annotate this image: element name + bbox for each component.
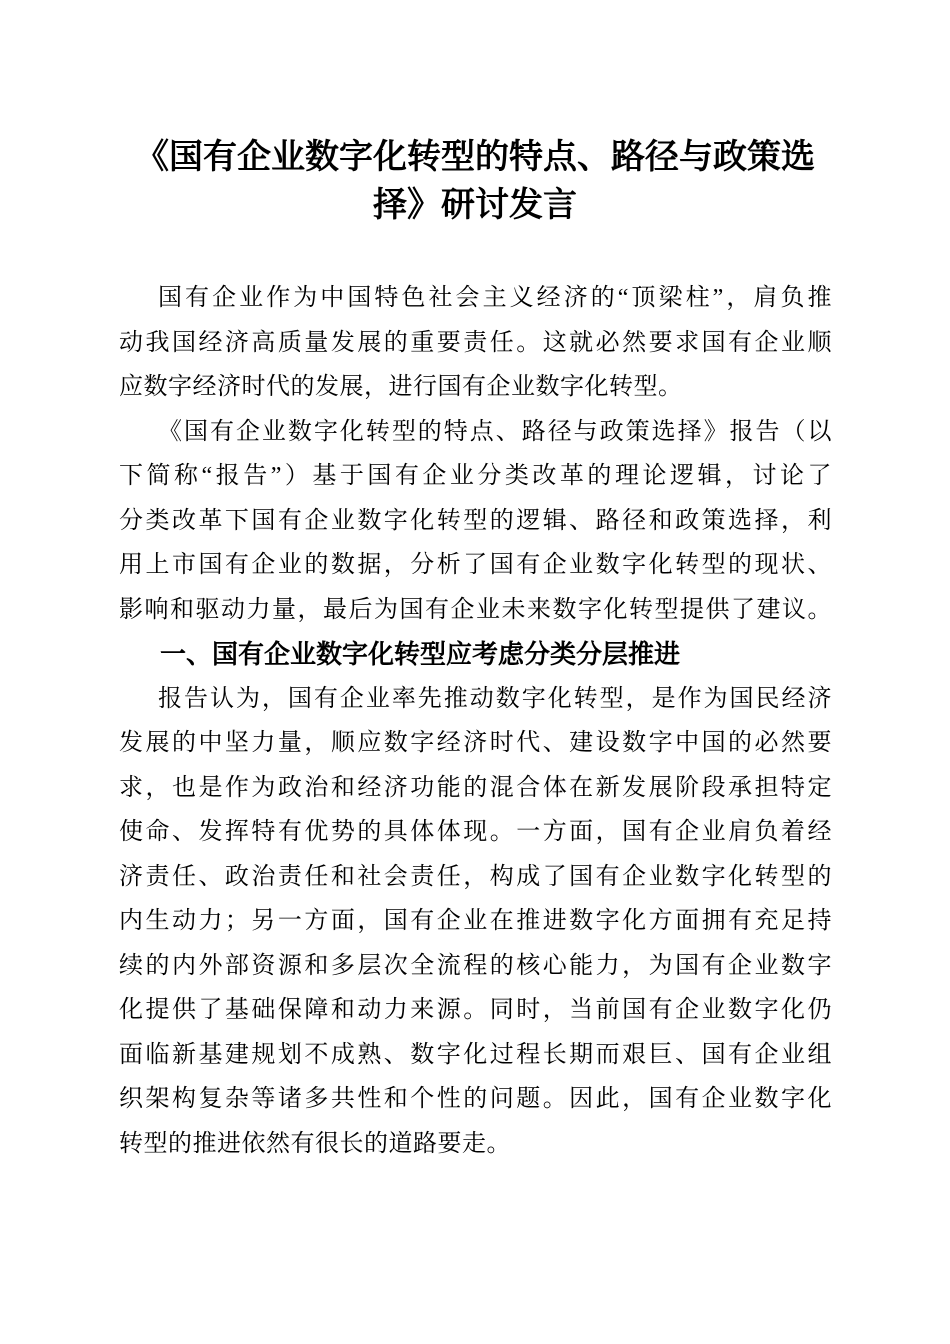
- paragraph-3-line-7: 续的内外部资源和多层次全流程的核心能力，为国有企业数字: [119, 952, 832, 979]
- paragraph-3-line-9: 面临新基建规划不成熟、数字化过程长期而艰巨、国有企业组: [119, 1041, 832, 1068]
- paragraph-3-line-2: 发展的中坚力量，顺应数字经济时代、建设数字中国的必然要: [119, 730, 832, 756]
- paragraph-3-line-10: 织架构复杂等诸多共性和个性的问题。因此，国有企业数字化: [119, 1086, 832, 1112]
- title-line-1: 《国有企业数字化转型的特点、路径与政策选: [135, 139, 815, 176]
- document-title: [0, 134, 950, 230]
- paragraph-1-line-3: 应数字经济时代的发展，进行国有企业数字化转型。: [119, 374, 683, 400]
- paragraph-3-line-3: 求，也是作为政治和经济功能的混合体在新发展阶段承担特定: [119, 774, 832, 801]
- paragraph-2-line-4: 用上市国有企业的数据，分析了国有企业数字化转型的现状、: [119, 552, 832, 578]
- paragraph-3-line-8: 化提供了基础保障和动力来源。同时，当前国有企业数字化仍: [119, 997, 832, 1023]
- section-heading-1: 一、国有企业数字化转型应考虑分类分层推进: [160, 639, 681, 669]
- paragraph-3-line-4: 使命、发挥特有优势的具体体现。一方面，国有企业肩负着经: [119, 819, 832, 845]
- paragraph-3-line-6: 内生动力；另一方面，国有企业在推进数字化方面拥有充足持: [119, 908, 832, 934]
- paragraph-1-line-2: 动我国经济高质量发展的重要责任。这就必然要求国有企业顺: [119, 329, 832, 356]
- document-body: [119, 276, 832, 1166]
- paragraph-2-line-5: 影响和驱动力量，最后为国有企业未来数字化转型提供了建议。: [119, 596, 832, 623]
- paragraph-1-line-1: 国有企业作为中国特色社会主义经济的“顶梁柱”，肩负推: [158, 285, 832, 311]
- paragraph-3-line-1: 报告认为，国有企业率先推动数字化转型，是作为国民经济: [158, 685, 832, 712]
- paragraph-2-line-2: 下简称“报告”）基于国有企业分类改革的理论逻辑，讨论了: [119, 463, 832, 489]
- paragraph-3-line-5: 济责任、政治责任和社会责任，构成了国有企业数字化转型的: [119, 863, 832, 890]
- title-line-2: 择》研讨发言: [373, 187, 577, 224]
- paragraph-3-line-11: 转型的推进依然有很长的道路要走。: [119, 1130, 511, 1157]
- paragraph-2-line-3: 分类改革下国有企业数字化转型的逻辑、路径和政策选择，利: [119, 507, 832, 534]
- paragraph-2-line-1: 《国有企业数字化转型的特点、路径与政策选择》报告（以: [158, 418, 832, 445]
